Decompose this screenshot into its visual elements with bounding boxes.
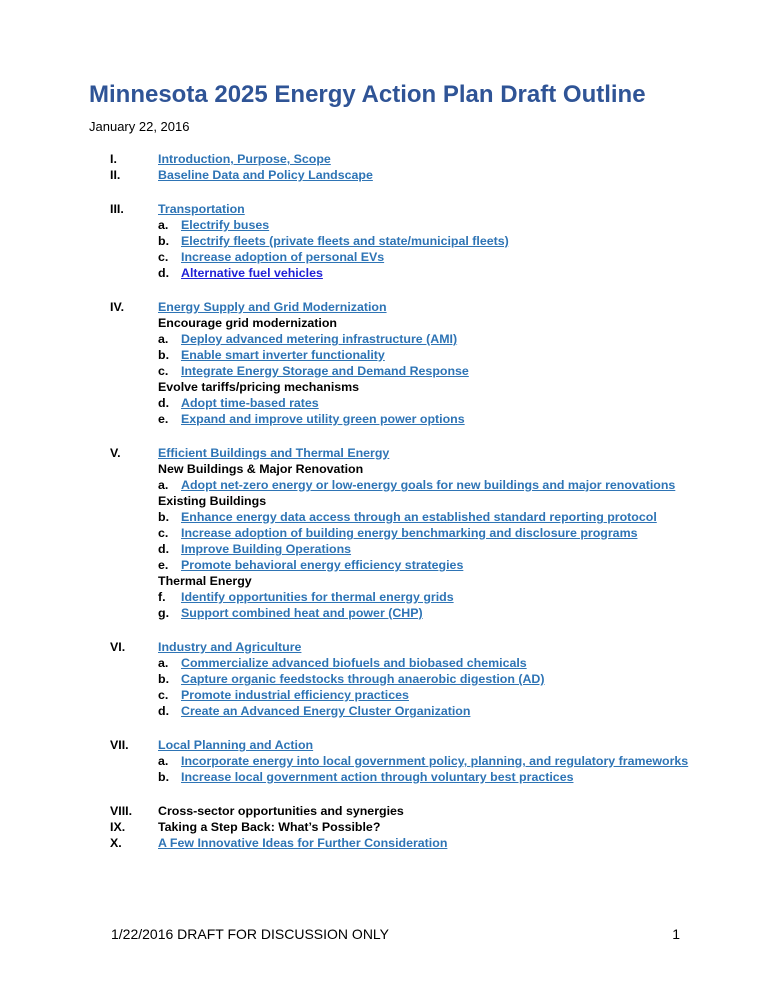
link-local-planning[interactable]: Local Planning and Action xyxy=(158,738,314,752)
heading-step-back: Taking a Step Back: What’s Possible? xyxy=(158,820,381,834)
link-industrial-efficiency[interactable]: Promote industrial efficiency practices xyxy=(181,688,409,702)
item-letter: d. xyxy=(158,542,170,556)
item-letter: e. xyxy=(158,412,169,426)
outline-row xyxy=(110,803,670,819)
outline-row xyxy=(110,753,689,769)
document-title: Minnesota 2025 Energy Action Plan Draft Outline xyxy=(89,81,646,108)
section-efficient-buildings xyxy=(110,445,676,621)
outline-row xyxy=(110,201,670,217)
heading-cross-sector: Cross-sector opportunities and synergies xyxy=(158,804,404,818)
link-time-based-rates[interactable]: Adopt time-based rates xyxy=(181,396,319,410)
section-number: X. xyxy=(110,836,122,850)
section-number: II. xyxy=(110,168,121,182)
item-letter: a. xyxy=(158,478,169,492)
section-group-1-2 xyxy=(110,151,670,183)
document-date: January 22, 2016 xyxy=(89,119,190,134)
link-chp[interactable]: Support combined heat and power (CHP) xyxy=(181,606,423,620)
item-letter: a. xyxy=(158,218,169,232)
section-number: VI. xyxy=(110,640,126,654)
item-letter: c. xyxy=(158,526,169,540)
link-benchmarking[interactable]: Increase adoption of building energy benchmarking and disclosure programs xyxy=(181,526,638,540)
outline-row xyxy=(110,379,670,395)
outline-row xyxy=(110,589,670,605)
section-number: VIII. xyxy=(110,804,133,818)
outline-row xyxy=(110,445,670,461)
page-footer xyxy=(111,926,680,942)
item-letter: a. xyxy=(158,656,169,670)
outline-row xyxy=(110,411,670,427)
link-energy-storage[interactable]: Integrate Energy Storage and Demand Response xyxy=(181,364,469,378)
footer-text: 1/22/2016 DRAFT FOR DISCUSSION ONLY xyxy=(111,926,390,942)
link-efficient-buildings[interactable]: Efficient Buildings and Thermal Energy xyxy=(158,446,390,460)
outline-row xyxy=(110,671,670,687)
link-electrify-fleets[interactable]: Electrify fleets (private fleets and state/municipal fleets) xyxy=(181,234,509,248)
page-number: 1 xyxy=(672,926,680,942)
item-letter: b. xyxy=(158,234,170,248)
item-letter: e. xyxy=(158,558,169,572)
section-number: III. xyxy=(110,202,124,216)
link-energy-supply[interactable]: Energy Supply and Grid Modernization xyxy=(158,300,387,314)
outline-row xyxy=(110,477,676,493)
link-baseline-data[interactable]: Baseline Data and Policy Landscape xyxy=(158,168,373,182)
outline-row xyxy=(110,233,670,249)
outline-row xyxy=(110,299,670,315)
link-anaerobic-digestion[interactable]: Capture organic feedstocks through anaerobic digestion (AD) xyxy=(181,672,545,686)
link-electrify-buses[interactable]: Electrify buses xyxy=(181,218,270,232)
outline-row xyxy=(110,639,670,655)
outline-row xyxy=(110,363,670,379)
link-transportation[interactable]: Transportation xyxy=(158,202,245,216)
outline-row xyxy=(110,819,670,835)
link-net-zero[interactable]: Adopt net-zero energy or low-energy goals for new buildings and major renovations xyxy=(181,478,676,492)
item-letter: b. xyxy=(158,770,170,784)
link-best-practices[interactable]: Increase local government action through voluntary best practices xyxy=(181,770,574,784)
subheading: New Buildings & Major Renovation xyxy=(158,462,364,476)
outline-row xyxy=(110,573,670,589)
item-letter: c. xyxy=(158,250,169,264)
outline-row xyxy=(110,493,670,509)
item-letter: c. xyxy=(158,688,169,702)
outline-row xyxy=(110,461,670,477)
outline-row xyxy=(110,703,670,719)
subheading: Encourage grid modernization xyxy=(158,316,337,330)
section-group-8-10 xyxy=(110,803,670,851)
outline-row xyxy=(110,835,670,851)
outline-row xyxy=(110,249,670,265)
item-letter: b. xyxy=(158,510,170,524)
link-ami[interactable]: Deploy advanced metering infrastructure (AMI) xyxy=(181,332,458,346)
item-letter: d. xyxy=(158,396,170,410)
link-energy-cluster[interactable]: Create an Advanced Energy Cluster Organization xyxy=(181,704,471,718)
outline-row xyxy=(110,769,670,785)
section-transportation xyxy=(110,201,670,281)
outline-row xyxy=(110,525,670,541)
link-green-power[interactable]: Expand and improve utility green power options xyxy=(181,412,465,426)
item-letter: a. xyxy=(158,754,169,768)
link-personal-evs[interactable]: Increase adoption of personal EVs xyxy=(181,250,385,264)
outline-row xyxy=(110,217,670,233)
item-letter: g. xyxy=(158,606,170,620)
link-behavioral-efficiency[interactable]: Promote behavioral energy efficiency strategies xyxy=(181,558,464,572)
outline-row xyxy=(110,737,670,753)
outline-row xyxy=(110,687,670,703)
section-number: IX. xyxy=(110,820,126,834)
section-local-planning xyxy=(110,737,689,785)
outline xyxy=(110,151,689,851)
outline-row xyxy=(110,347,670,363)
outline-row xyxy=(110,265,670,281)
section-industry-agriculture xyxy=(110,639,670,719)
section-number: VII. xyxy=(110,738,129,752)
item-letter: b. xyxy=(158,348,170,362)
link-thermal-grids[interactable]: Identify opportunities for thermal energy grids xyxy=(181,590,454,604)
subheading: Evolve tariffs/pricing mechanisms xyxy=(158,380,360,394)
item-letter: d. xyxy=(158,266,170,280)
link-introduction[interactable]: Introduction, Purpose, Scope xyxy=(158,152,331,166)
link-energy-data-access[interactable]: Enhance energy data access through an established standard reporting protocol xyxy=(181,510,657,524)
outline-row xyxy=(110,167,670,183)
item-letter: c. xyxy=(158,364,169,378)
outline-row xyxy=(110,395,670,411)
section-number: I. xyxy=(110,152,117,166)
outline-row xyxy=(110,509,670,525)
link-building-operations[interactable]: Improve Building Operations xyxy=(181,542,352,556)
item-letter: b. xyxy=(158,672,170,686)
subheading: Existing Buildings xyxy=(158,494,267,508)
item-letter: a. xyxy=(158,332,169,346)
outline-row xyxy=(110,655,670,671)
outline-row xyxy=(110,315,670,331)
link-alternative-fuel-vehicles[interactable]: Alternative fuel vehicles xyxy=(181,266,323,280)
link-biofuels[interactable]: Commercialize advanced biofuels and biobased chemicals xyxy=(181,656,527,670)
section-energy-supply xyxy=(110,299,670,427)
outline-row xyxy=(110,151,670,167)
link-industry-agriculture[interactable]: Industry and Agriculture xyxy=(158,640,302,654)
outline-row xyxy=(110,605,670,621)
outline-row xyxy=(110,331,670,347)
item-letter: d. xyxy=(158,704,170,718)
item-letter: f. xyxy=(158,590,166,604)
link-smart-inverter[interactable]: Enable smart inverter functionality xyxy=(181,348,385,362)
link-local-policy[interactable]: Incorporate energy into local government policy, planning, and regulatory frameworks xyxy=(181,754,689,768)
section-number: V. xyxy=(110,446,121,460)
subheading: Thermal Energy xyxy=(158,574,252,588)
link-innovative-ideas[interactable]: A Few Innovative Ideas for Further Consideration xyxy=(158,836,448,850)
outline-row xyxy=(110,541,670,557)
section-number: IV. xyxy=(110,300,125,314)
outline-row xyxy=(110,557,670,573)
